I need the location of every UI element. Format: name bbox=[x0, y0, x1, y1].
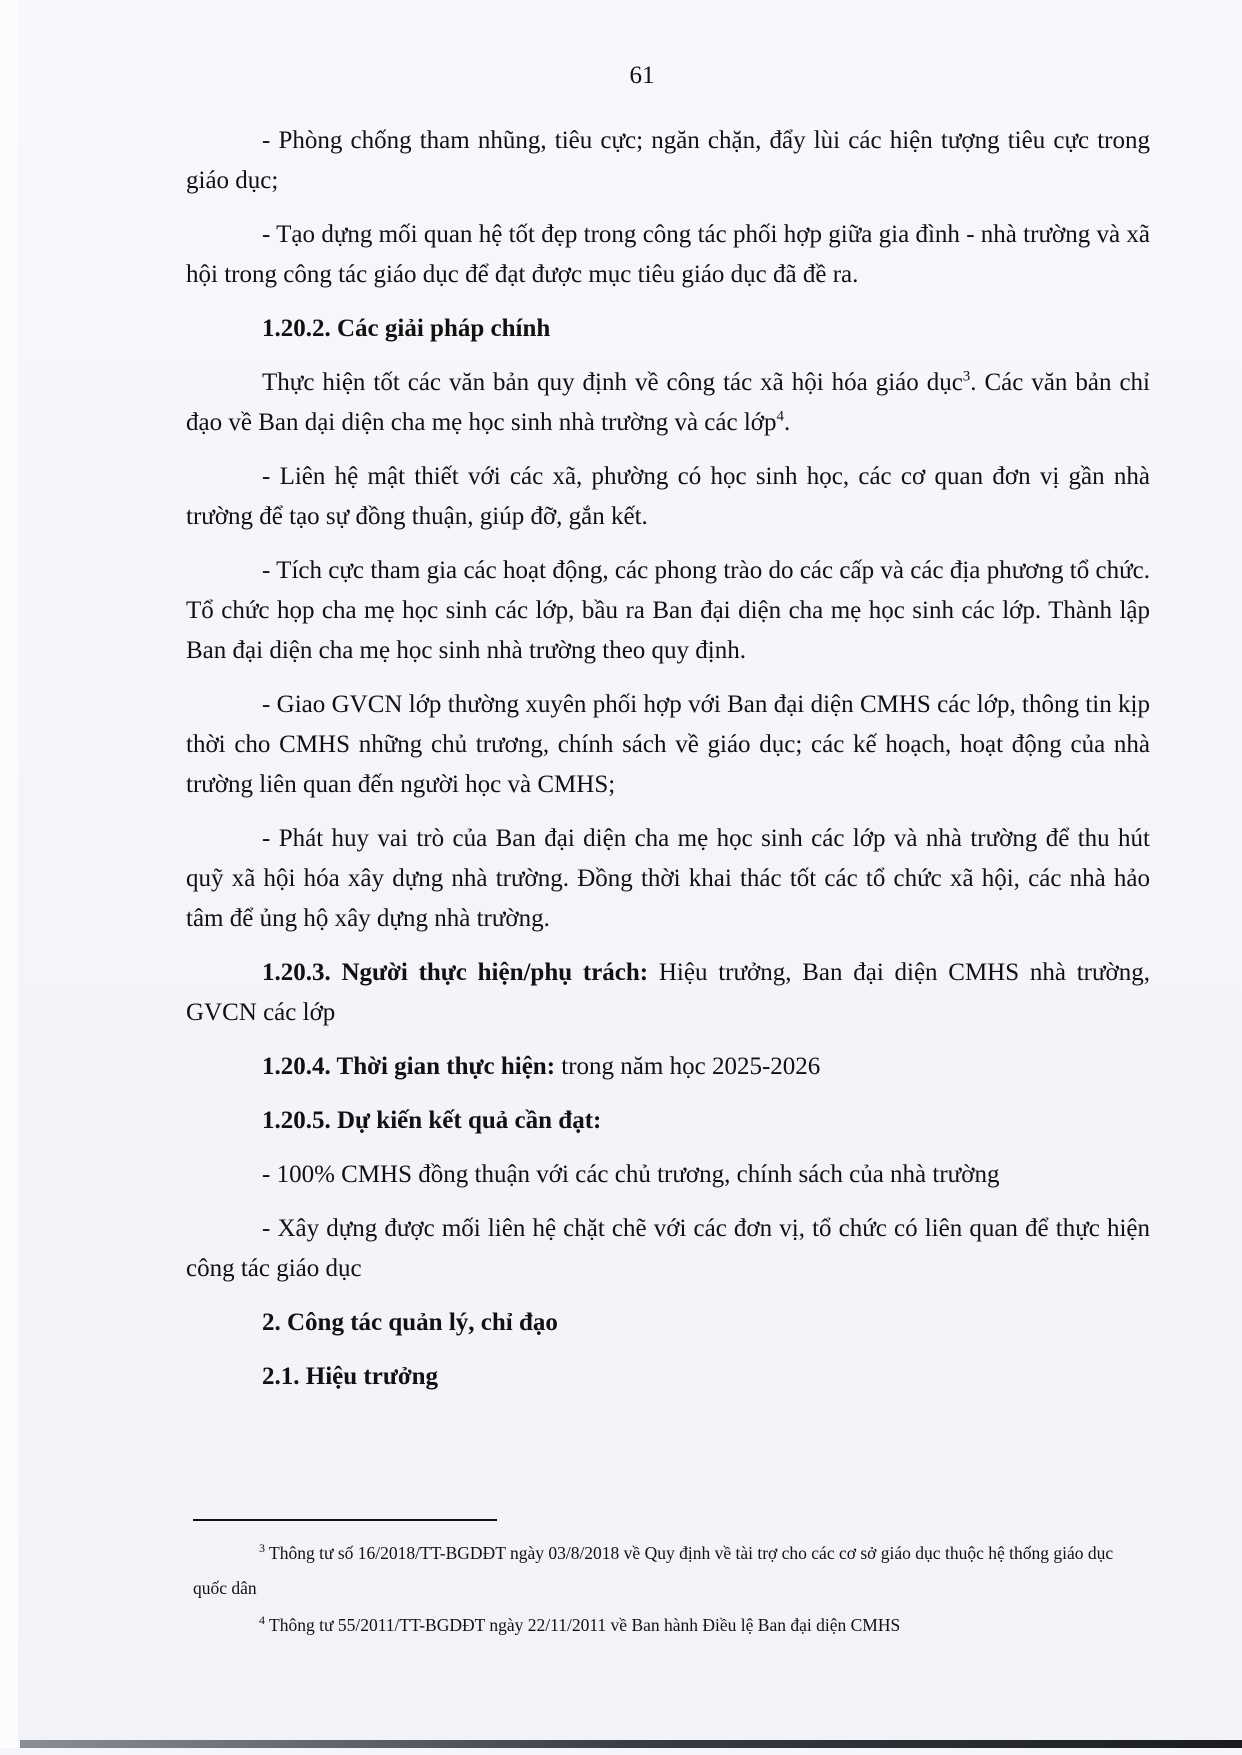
list-item: - Liên hệ mật thiết với các xã, phường có học sinh học, các cơ quan đơn vị gần nhà trường để tạo sự đồng thuận, giúp đỡ, gắn kết. bbox=[186, 463, 1150, 530]
page-number: 61 bbox=[629, 62, 655, 89]
responsible-value: Hiệu trưởng, Ban đại diện CMHS nhà trường, GVCN các lớp bbox=[186, 959, 1150, 1026]
list-item: - 100% CMHS đồng thuận với các chủ trương, chính sách của nhà trường bbox=[262, 1161, 1000, 1188]
timeline-value: trong năm học 2025-2026 bbox=[555, 1053, 821, 1080]
section-heading-1-20-2: 1.20.2. Các giải pháp chính bbox=[262, 315, 551, 342]
section-heading-2: 2. Công tác quản lý, chỉ đạo bbox=[262, 1309, 558, 1336]
paragraph-solutions-intro bbox=[186, 363, 1150, 443]
section-heading-1-20-3: 1.20.3. Người thực hiện/phụ trách: bbox=[262, 959, 649, 986]
footnote-number: 3 bbox=[259, 1541, 265, 1556]
footnote-number: 4 bbox=[259, 1613, 265, 1628]
document-body bbox=[186, 121, 1150, 1411]
footnote-text: Thông tư 55/2011/TT-BGDĐT ngày 22/11/2011 về Ban hành Điều lệ Ban đại diện CMHS bbox=[265, 1615, 901, 1635]
scan-bottom-edge bbox=[20, 1740, 1242, 1748]
intro-text-part3: . bbox=[784, 409, 791, 436]
footnote-text: Thông tư số 16/2018/TT-BGDĐT ngày 03/8/2018 về Quy định về tài trợ cho các cơ sở giáo dục thuộc hệ thống giáo dục quốc dân bbox=[193, 1543, 1114, 1598]
list-item: - Phát huy vai trò của Ban đại diện cha mẹ học sinh các lớp và nhà trường để thu hút quỹ xã hội hóa xây dựng nhà trường. Đồng thời khai thác tốt các tổ chức xã hội, các nhà hảo tâm để ủng hộ xây dựng nhà trường. bbox=[186, 825, 1150, 932]
paragraph-anti-corruption: - Phòng chống tham nhũng, tiêu cực; ngăn chặn, đẩy lùi các hiện tượng tiêu cực trong giáo dục; bbox=[186, 127, 1150, 194]
section-1-20-4-timeline bbox=[186, 1047, 1150, 1087]
list-item: - Giao GVCN lớp thường xuyên phối hợp với Ban đại diện CMHS các lớp, thông tin kịp thời cho CMHS những chủ trương, chính sách về giáo dục; các kế hoạch, hoạt động của nhà trường liên quan đến người học và CMHS; bbox=[186, 691, 1150, 798]
footnotes bbox=[193, 1536, 1148, 1645]
list-item: - Xây dựng được mối liên hệ chặt chẽ với các đơn vị, tổ chức có liên quan để thực hiện công tác giáo dục bbox=[186, 1215, 1150, 1282]
section-heading-1-20-4: 1.20.4. Thời gian thực hiện: bbox=[262, 1053, 556, 1080]
footnote-ref-3[interactable]: 3 bbox=[962, 368, 971, 385]
section-heading-2-1: 2.1. Hiệu trưởng bbox=[262, 1363, 439, 1390]
scan-left-margin bbox=[0, 0, 18, 1748]
intro-text-part2: . Các văn bản chỉ đạo về Ban dại diện cha mẹ học sinh nhà trường và các lớp bbox=[186, 369, 1150, 436]
footnote-ref-4[interactable]: 4 bbox=[776, 408, 784, 425]
footnote-3 bbox=[193, 1536, 1148, 1606]
section-1-20-3-responsible bbox=[186, 953, 1150, 1033]
intro-text-part1: Thực hiện tốt các văn bản quy định về công tác xã hội hóa giáo dục bbox=[262, 369, 963, 396]
section-heading-1-20-5: 1.20.5. Dự kiến kết quả cần đạt: bbox=[262, 1107, 602, 1134]
list-item: - Tích cực tham gia các hoạt động, các phong trào do các cấp và các địa phương tổ chức. Tổ chức họp cha mẹ học sinh các lớp, bầu ra Ban đại diện cha mẹ học sinh các lớp. Thành lập Ban đại diện cha mẹ học sinh nhà trường theo quy định. bbox=[186, 557, 1150, 664]
footnote-4 bbox=[193, 1608, 1148, 1643]
paragraph-family-school-relations: - Tạo dựng mối quan hệ tốt đẹp trong công tác phối hợp giữa gia đình - nhà trường và xã hội trong công tác giáo dục để đạt được mục tiêu giáo dục đã đề ra. bbox=[186, 221, 1150, 288]
footnote-separator bbox=[193, 1519, 497, 1521]
